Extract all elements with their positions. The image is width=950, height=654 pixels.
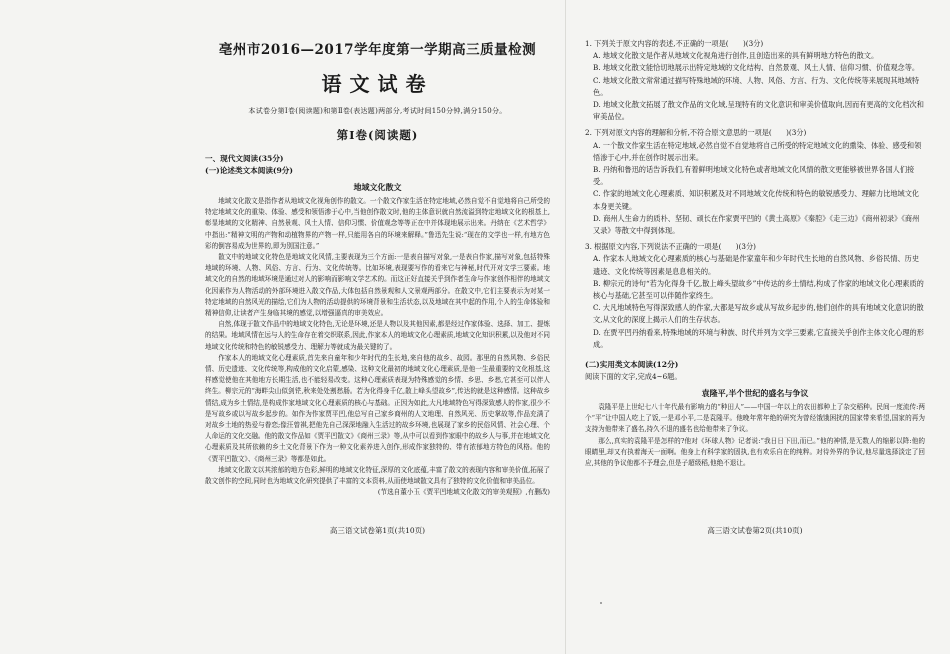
exam-title: 亳州市2016—2017学年度第一学期高三质量检测 xyxy=(218,42,537,58)
article-paragraph: 作家本人的地域文化心理素质,首先来自童年和少年时代的生长地,来自他的故乡、故园。那里的自然风物、乡俗民情、历史遗迹、文化传统等,构成他的文化启蒙,感染、这种文化最初的地域文化心理素质,是他一生最重要的文化根基,这样感觉使他在其他地方长期生活,也不能轻易改变。这种心理素质表现为特殊感觉的乡情、乡思、乡愁,它甚至可以伴人终生。柳宗元的“海畔尖山似剑铓,秋来处处割愁肠。若为化得身千亿,散上峰头望故乡”,传达的就是这种感情。这种故乡情结,成为乡土情结,是构成作家地域文化心理素质的核心与基础。正因为如此,大凡地域特色写得深致感人的作家,很少不是写故乡或以写故乡起步的。如作为作家贾平凹,他总写自己家乡商州的人文地理、自然风光、历史掌故等,作品充满了对故乡土地的热爱与眷恋;像汪曾祺,把他先自己深深地融入生活过的故乡环境,也展现了家乡的民俗风情、社会心理、个人命运的文化交融。他的散文作品如《贾平凹散文》《商州三录》等,从中可以看到作家眼中的故乡人与事,并在地域文化心理素质及其所依赖的乡土文化背景下作为一种文化素养进入创作,形成作家独特的、带有浓郁地方特色的风格。他的《贾平凹散文》、《商州三录》等都是如此。 xyxy=(205,353,550,463)
article-title: 袁隆平,半个世纪的盛名与争议 xyxy=(701,388,809,399)
page-fold-divider xyxy=(565,0,566,654)
question-stem: 1. 下列关于原文内容的表述,不正确的一项是( )(3分) xyxy=(585,39,764,48)
section-heading: (二)实用类文本阅读(12分) xyxy=(585,360,679,370)
option-d: D. 在贾平凹丹纳看来,特殊地域的环境与种族、时代并列为文学三要素,它直接关乎创作主体文化心理的形成。 xyxy=(593,327,924,349)
article-paragraph: 自然,体现于散文作品中的地域文化特色,无论是环境,还是人物以及其他因素,都是经过作家体验、选择、加工、提炼的结果。地域风情在远与人的生命存在着交织联系,因此,作家本人的地域文化心理素质,地域文化知识积累,以及他对不同地域文化传统和特色的敏锐感受力、理解力等就成为最关键的了。 xyxy=(205,320,550,351)
question-3 xyxy=(585,241,925,351)
right-page xyxy=(585,0,925,654)
scan-speck xyxy=(600,602,602,604)
article-source: (节选自董小玉《贾平凹地域文化散文的审美观照》,有删改) xyxy=(377,488,550,497)
option-c: C. 作家的地域文化心理素质、知识积累及对不同地域文化传统和特色的敏锐感受力、理解力比地域文化本身更关键。 xyxy=(593,189,920,211)
section-instruction: 阅读下面的文字,完成4~6题。 xyxy=(585,372,682,382)
page-footer-right: 高三语文试卷第2页(共10页) xyxy=(707,526,803,535)
article-paragraph: 地域文化散文以其浓郁的地方色彩,鲜明的地域文化特征,深厚的文化底蕴,丰富了散文的表现内容和审美价值,拓展了散文创作的空间,同时也为地域文化研究提供了丰富的文本资料,从而使地域散文具有了独特的文化价值和审美品位。 xyxy=(205,465,550,486)
volume-title: 第Ⅰ卷(阅读题) xyxy=(336,128,419,142)
subject-title: 语文试卷 xyxy=(321,72,434,96)
option-a: A. 一个散文作家生活在特定地域,必然自觉不自觉地将自己所受的特定地域文化的熏染、体验、感受和领悟渗于心中,并在创作时展示出来。 xyxy=(593,140,922,162)
option-b: B. 丹纳和鲁迅的话告诉我们,有着鲜明地域文化特色或者地域文化风情的散文更能够被世界各国人们接受。 xyxy=(593,165,915,187)
page-footer-left: 高三语文试卷第1页(共10页) xyxy=(329,526,426,535)
article-title: 地域文化散文 xyxy=(353,182,402,192)
option-d: D. 地域文化散文拓展了散文作品的文化域,呈现特有的文化意识和审美价值取向,因而有更高的文化档次和审美品位。 xyxy=(593,100,924,122)
option-a: A. 作家本人地域文化心理素质的核心与基础是作家童年和少年时代生长地的自然风物、乡俗民情、历史遗迹、文化传统等因素是息息相关的。 xyxy=(593,254,920,276)
option-b: B. 地域文化散文能恰切地展示出特定地域的文化结构、自然景观、风土人情、信仰习惯、价值观念等。 xyxy=(593,63,920,73)
article-paragraph: 那么,真实的袁隆平是怎样的?他对《环球人物》记者说:“我日日下田,而已。”他的神情,是无数人的缩影以降:他的眼睛里,却又有执着海天一面啊。他身上有科学家的固执,也有欢乐自在的纯粹。对待外界的争议,他尽量选择淡定了回应,其他的争议他都不予理会,但是子超级稻,他绝不退让。 xyxy=(585,436,925,468)
article-paragraph: 散文中的地域文化特色是地域文化风情,主要表现为三个方面:一是表自描写对象,一是表自作家,描写对象,包括特殊地域的环境、人物、风俗、方言、行为、文化传统等。比如环境,表现要写作的看来它与神秘,时代开对文学三要素。地域文化的自然的地域环境是通过对人的影响而影响文学艺术的。而这正好直接关乎到作者生命与作家创作相伴的地域文化因素作为人物活动的外部环境进入散文作品,大体包括自然景观和人文景观两部分。在散文中,它们主要表示为对某一特定地域的自然风光的描绘,它们为人物的活动提供的环境背景和生活状态,以及地域在其中起的作用,个人的生命体验和精神信仰,让读者产生身临其境的感觉,以增强逼真的审美效应。 xyxy=(205,253,550,318)
subsection-heading: (一)论述类文本阅读(9分) xyxy=(205,166,293,175)
option-c: C. 大凡地域特色写得深致感人的作家,大都是写故乡或从写故乡起步的,他们创作的具有地域文化意识的散文,从文化的深度上揭示人们的生存状态。 xyxy=(593,303,924,325)
section-heading: 一、现代文阅读(35分) xyxy=(205,154,284,163)
option-a: A. 地域文化散文是作者从地域文化视角进行创作,且创造出来的具有鲜明地方特色的散文。 xyxy=(593,51,879,61)
question-2 xyxy=(585,127,925,237)
article-paragraph: 袁隆平是上世纪七八十年代最有影响力的“种田人”——中国一年以上的农田都种上了杂交稻种。民间一度流传:两个“平”让中国人吃上了饭,一是邓小平,二是袁隆平。他晚年常年绝的研究为曾经饿饿困扰的国家带来希望,国家的再为支持为他带来了盛名,持久不退的盛名也给他带来了争议。 xyxy=(585,403,925,434)
exam-note: 本试卷分第Ⅰ卷(阅读题)和第Ⅱ卷(表达题)两部分,考试时间150分钟,满分150分。 xyxy=(248,107,507,115)
option-b: B. 柳宗元的诗句“若为化得身千亿,散上峰头望故乡”中传达的乡土情结,构成了作家的地域文化心理素质的核心与基础,它甚至可以伴随作家终生。 xyxy=(593,278,924,301)
article-paragraph: 地域文化散文是指作者从地域文化视角创作的散文。一个散文作家生活在特定地域,必然自觉不自觉地将自己所受的特定地域文化的重染、体验、感受和领悟渗于心中,当他创作散文时,他的主体意识就自然流溢到特定地域文化的根基上,彰显地域的文化精神、自然景观、风土人情、信仰习惯、价值观念等等正在中并体现地展示出来。丹纳在《艺术哲学》中指出:“精神文明的产物和动植物界的产物一样,只能用各自的环境来解释。”鲁迅先生说:“现在的文学也一样,有地方色彩的倒容易成为世界的,即为别国注意。” xyxy=(205,197,550,250)
question-stem: 3. 根据原文内容,下列说法不正确的一项是( )(3分) xyxy=(585,242,756,252)
left-page xyxy=(205,0,550,654)
option-d: D. 商州人生命力的质朴、坚韧、顽长在作家贾平凹的《黄土高原》《秦腔》《走三边》《商州初录》《商州又录》等散文中得到体现。 xyxy=(593,213,920,236)
question-stem: 2. 下列对原文内容的理解和分析,不符合原文意思的一项是( )(3分) xyxy=(585,128,807,138)
question-1 xyxy=(585,38,925,123)
option-c: C. 地域文化散文常常通过描写特殊地域的环境、人物、风俗、方言、行为、文化传统等来展现其地域特色。 xyxy=(593,75,920,97)
